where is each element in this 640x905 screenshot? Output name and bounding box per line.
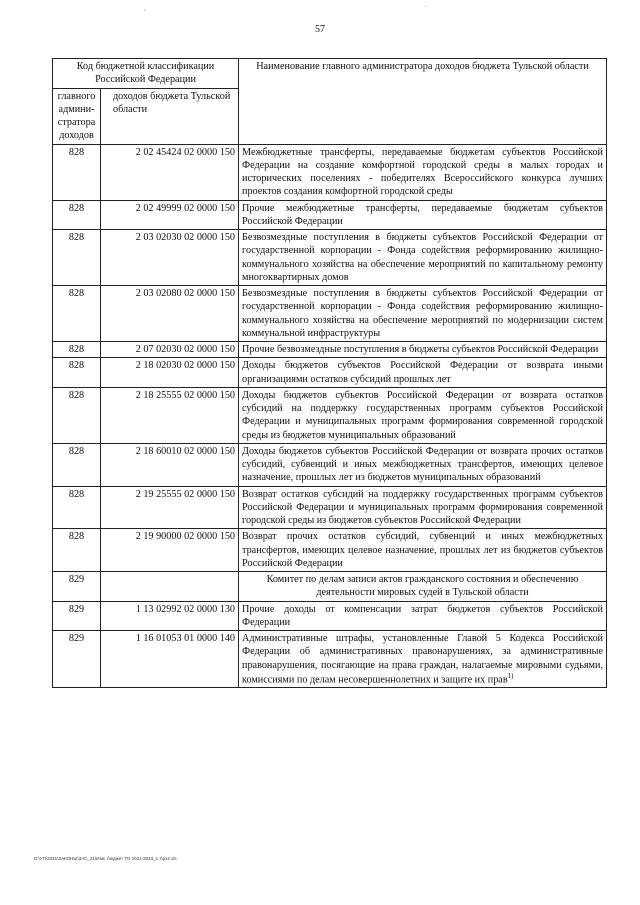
admin-code-cell: 828 — [53, 387, 101, 443]
revenue-name-text: Доходы бюджетов субъектов Российской Федерации от возврата остатков субсидий на поддержку государственных программ субъектов Российской Федерации и муниципальных программ формирования современной городской среды из бюджетов муниципальных образований — [242, 389, 603, 441]
admin-code-cell: 828 — [53, 358, 101, 388]
revenue-name-text: Безвозмездные поступления в бюджеты субъектов Российской Федерации от государственной корпорации - Фонда содействия реформированию жилищно-коммунального хозяйства на обеспечение мероприятий по капитальному ремонту многоквартирных домов — [242, 232, 603, 283]
table-row — [53, 443, 607, 486]
administrator-name-cell: Комитет по делам записи актов гражданского состояния и обеспечению деятельности мировых судей в Тульской области — [239, 572, 607, 602]
scan-mark: · — [424, 4, 426, 10]
admin-code-cell: 828 — [53, 200, 101, 230]
admin-code-cell: 828 — [53, 342, 101, 358]
admin-code-cell: 828 — [53, 486, 101, 529]
table-row — [53, 601, 607, 631]
revenue-name-text: Прочие безвозмездные поступления в бюджеты субъектов Российской Федерации — [242, 344, 599, 355]
revenue-code-cell: 2 19 25555 02 0000 150 — [101, 486, 239, 529]
revenue-name-cell — [239, 342, 607, 358]
admin-code-cell: 828 — [53, 230, 101, 286]
revenue-code-cell: 2 07 02030 02 0000 150 — [101, 342, 239, 358]
revenue-code-cell: 2 02 49999 02 0000 150 — [101, 200, 239, 230]
admin-code-cell: 828 — [53, 529, 101, 572]
table-row — [53, 144, 607, 200]
revenue-name-cell — [239, 358, 607, 388]
table-row — [53, 200, 607, 230]
admin-code-cell: 828 — [53, 443, 101, 486]
revenue-code-cell: 2 19 90000 02 0000 150 — [101, 529, 239, 572]
revenue-name-cell — [239, 486, 607, 529]
footnote-marker: 1) — [507, 671, 514, 680]
revenue-name-text: Межбюджетные трансферты, передаваемые бюджетам субъектов Российской Федерации на создание комфортной городской среды в малых городах и исторических поселениях - победителях Всероссийского конкурса лучших проектов создания комфортной городской среды — [242, 146, 603, 198]
table-row — [53, 358, 607, 388]
revenue-name-text: Доходы бюджетов субъектов Российской Федерации от возврата прочих остатков субсидий, субвенций и иных межбюджетных трансфертов, имеющих целевое назначение, прошлых лет из бюджетов муниципальных образований — [242, 445, 603, 484]
budget-admin-table — [52, 58, 607, 688]
table-row — [53, 342, 607, 358]
table-row — [53, 529, 607, 572]
revenue-name-text: Возврат остатков субсидий на поддержку государственных программ субъектов Российской Федерации и муниципальных программ формирования современной городской среды из бюджетов субъектов Российской Федерации — [242, 488, 603, 526]
revenue-code-cell: 1 13 02992 02 0000 130 — [101, 601, 239, 631]
file-path-footer: D:\УП\2021\ЗАКОНЫ\ЗАС_21\Изм. бюджет ТО 2021-2023_1 т\рх2.xls — [34, 856, 177, 861]
admin-code-cell: 829 — [53, 572, 101, 602]
table-row — [53, 286, 607, 342]
admin-code-cell: 829 — [53, 601, 101, 631]
revenue-name-cell — [239, 631, 607, 688]
revenue-code-cell: 2 18 60010 02 0000 150 — [101, 443, 239, 486]
revenue-name-cell — [239, 443, 607, 486]
revenue-name-text: Доходы бюджетов субъектов Российской Федерации от возврата иными организациями остатков субсидий прошлых лет — [242, 360, 603, 385]
admin-code-cell: 829 — [53, 631, 101, 688]
revenue-name-text: Прочие доходы от компенсации затрат бюджетов субъектов Российской Федерации — [242, 603, 603, 628]
revenue-code-cell: 2 03 02080 02 0000 150 — [101, 286, 239, 342]
revenue-code-cell: 2 02 45424 02 0000 150 — [101, 144, 239, 200]
admin-code-cell: 828 — [53, 286, 101, 342]
revenue-code-cell: 2 18 25555 02 0000 150 — [101, 387, 239, 443]
revenue-name-cell — [239, 529, 607, 572]
admin-col-header: главного админи-стратора доходов — [53, 88, 101, 144]
revenue-name-cell — [239, 387, 607, 443]
revenue-name-cell — [239, 230, 607, 286]
revenue-code-cell: 2 18 02030 02 0000 150 — [101, 358, 239, 388]
table-row — [53, 631, 607, 688]
kbk-header: Код бюджетной классификации Российской Федерации — [53, 59, 239, 89]
revenue-code-cell: 2 03 02030 02 0000 150 — [101, 230, 239, 286]
table-row — [53, 230, 607, 286]
table-row — [53, 486, 607, 529]
revenue-name-cell — [239, 200, 607, 230]
revenue-name-text: Возврат прочих остатков субсидий, субвенций и иных межбюджетных трансфертов, имеющих целевое назначение, прошлых лет из бюджетов субъектов Российской Федерации — [242, 531, 603, 569]
table-row — [53, 387, 607, 443]
table-row — [53, 572, 607, 602]
admin-code-cell: 828 — [53, 144, 101, 200]
revenue-code-cell: 1 16 01053 01 0000 140 — [101, 631, 239, 688]
page-number: 57 — [315, 24, 325, 35]
name-header: Наименование главного администратора доходов бюджета Тульской области — [239, 59, 607, 145]
code-col-header: доходов бюджета Тульской области — [101, 88, 239, 144]
revenue-name-text: Безвозмездные поступления в бюджеты субъектов Российской Федерации от государственной корпорации - Фонда содействия реформированию жилищно-коммунального хозяйства на обеспечение мероприятий по модернизации систем коммунальной инфраструктуры — [242, 288, 603, 339]
revenue-name-cell — [239, 144, 607, 200]
revenue-name-text: Прочие межбюджетные трансферты, передаваемые бюджетам субъектов Российской Федерации — [242, 202, 603, 227]
revenue-name-text: Административные штрафы, установленные Главой 5 Кодекса Российской Федерации об административных правонарушениях, за административные правонарушения, посягающие на права граждан, налагаемые мировыми судьями, комиссиями по делам несовершеннолетних и защите их прав — [242, 633, 603, 686]
scan-mark: , — [144, 6, 146, 12]
revenue-name-cell — [239, 601, 607, 631]
empty-code-cell — [101, 572, 239, 602]
revenue-name-cell — [239, 286, 607, 342]
